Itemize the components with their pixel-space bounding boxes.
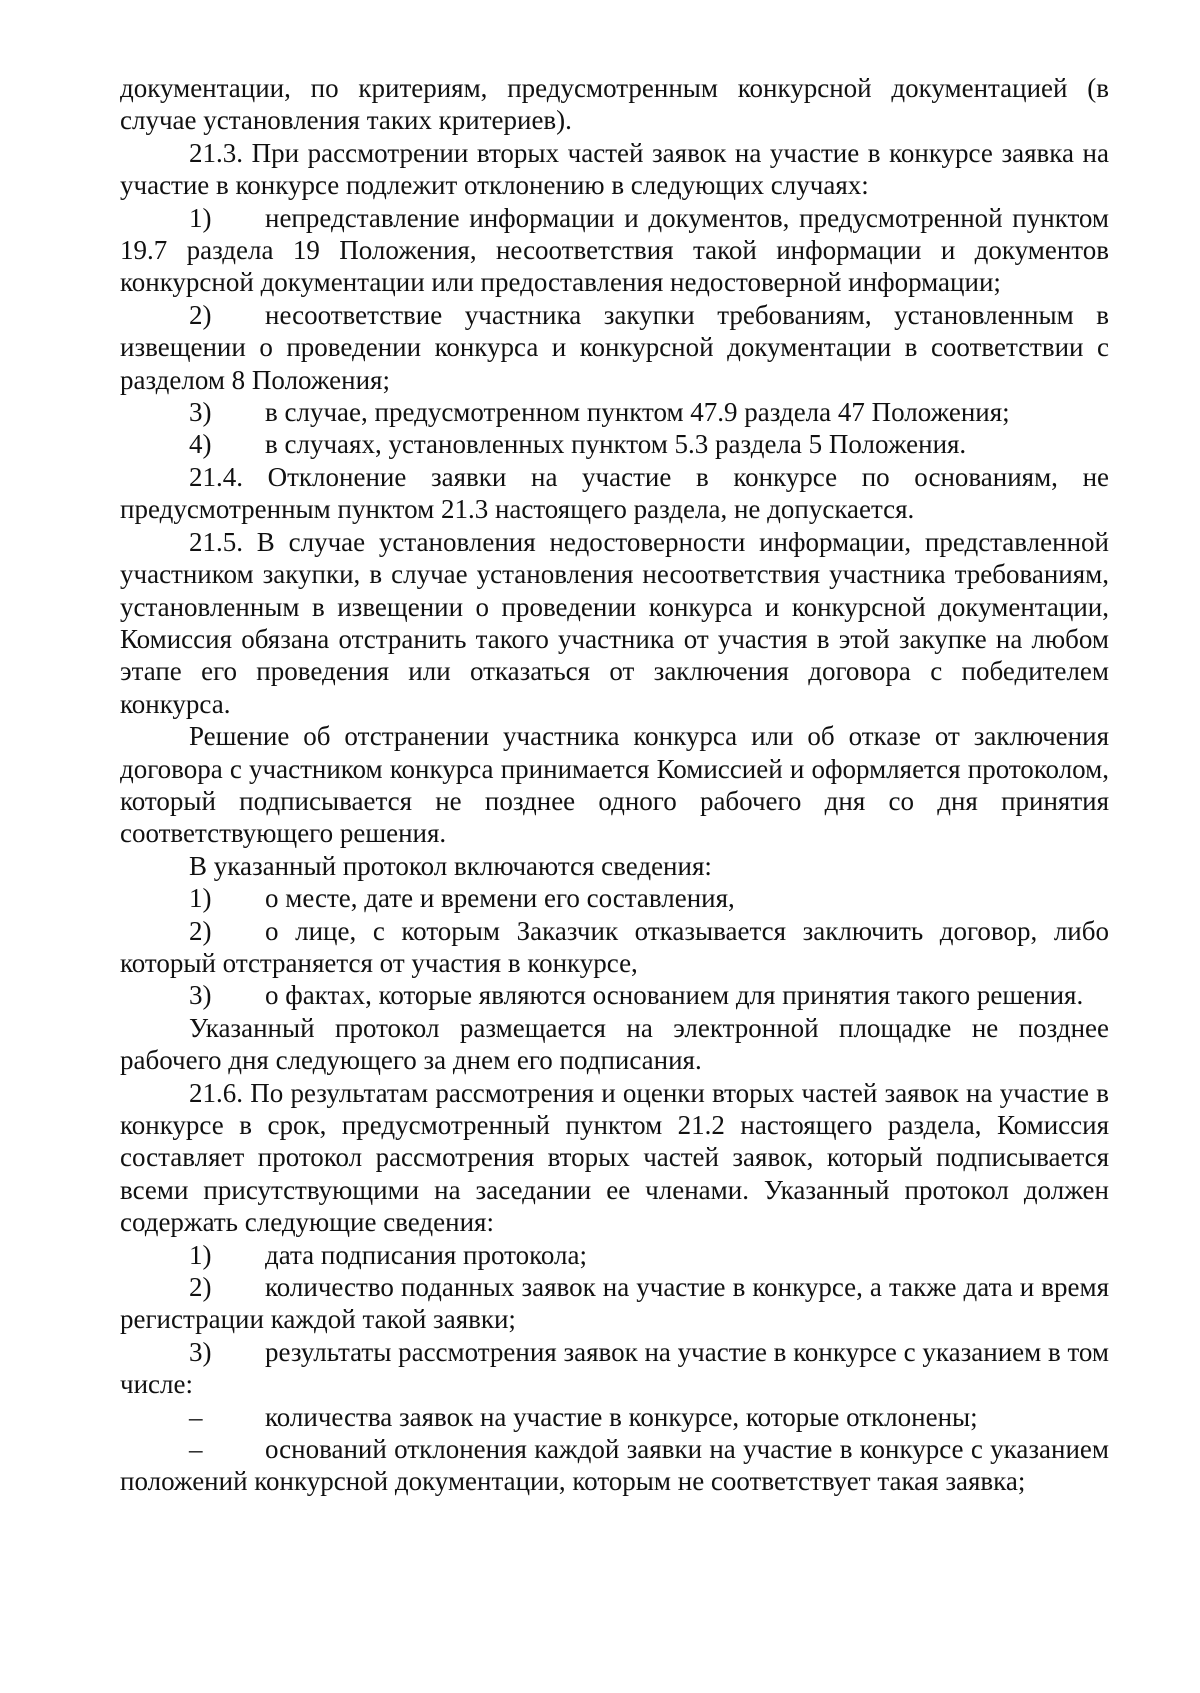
list-marker: 2) (189, 299, 212, 330)
paragraph-decision: Решение об отстранении участника конкурса или об отказе от заключения договора с участником конкурса принимается Комиссией и оформляется протоколом, который подписывается не позднее одного рабочего дня со дня принятия соответствующего решения. (120, 721, 1109, 849)
list-item (120, 299, 1109, 396)
list-marker: 2) (189, 1272, 212, 1303)
list-marker: 3) (189, 980, 212, 1011)
list-item-text: в случае, предусмотренном пунктом 47.9 раздела 47 Положения; (265, 397, 1010, 428)
list-marker: 1) (189, 202, 212, 233)
paragraph-protocol-publication: Указанный протокол размещается на электронной площадке не позднее рабочего дня следующего за днем его подписания. (120, 1012, 1109, 1076)
list-item (120, 882, 1109, 914)
list-item (120, 1239, 1109, 1271)
list-item (120, 915, 1109, 980)
list-marker: 3) (189, 397, 212, 428)
list-item-text: количество поданных заявок на участие в конкурсе, а также дата и время регистрации каждой такой заявки; (120, 1272, 1109, 1335)
paragraph-protocol-info: В указанный протокол включаются сведения: (189, 850, 712, 881)
list-marker: 1) (189, 883, 212, 914)
paragraph-continuation: документации, по критериям, предусмотренным конкурсной документацией (в случае установления таких критериев). (120, 73, 1109, 136)
list-item-text: дата подписания протокола; (265, 1239, 587, 1270)
list-item-text: в случаях, установленных пунктом 5.3 раздела 5 Положения. (265, 429, 967, 460)
list-item (120, 1271, 1109, 1336)
list-item-text: оснований отклонения каждой заявки на участие в конкурсе с указанием положений конкурсной документации, которым не соответствует такая заявка; (120, 1434, 1109, 1497)
list-item-text: о месте, дате и времени его составления, (265, 883, 735, 914)
list-marker: – (189, 1401, 203, 1432)
document-page (120, 72, 1109, 1498)
paragraph-21-3: 21.3. При рассмотрении вторых частей заявок на участие в конкурсе заявка на участие в конкурсе подлежит отклонению в следующих случаях: (120, 137, 1109, 201)
list-marker: 4) (189, 429, 212, 460)
list-item-text: непредставление информации и документов, предусмотренной пунктом 19.7 раздела 19 Положения, несоответствия такой информации и документов конкурсной документации или предоставления недостоверной информации; (120, 202, 1109, 298)
paragraph-21-4: 21.4. Отклонение заявки на участие в конкурсе по основаниям, не предусмотренным пунктом 21.3 настоящего раздела, не допускается. (120, 461, 1109, 525)
list-item (120, 202, 1109, 299)
list-item-text: результаты рассмотрения заявок на участие в конкурсе с указанием в том числе: (120, 1336, 1109, 1400)
paragraph-21-6: 21.6. По результатам рассмотрения и оценки вторых частей заявок на участие в конкурсе в срок, предусмотренный пунктом 21.2 настоящего раздела, Комиссия составляет протокол рассмотрения вторых частей заявок, который подписывается всеми присутствующими на заседании ее членами. Указанный протокол должен содержать следующие сведения: (120, 1077, 1109, 1238)
list-item (120, 1401, 1109, 1433)
list-item (120, 1336, 1109, 1401)
list-item (120, 428, 1109, 460)
list-marker: 1) (189, 1239, 212, 1270)
list-item (120, 1433, 1109, 1498)
list-item (120, 396, 1109, 428)
list-marker: – (189, 1434, 203, 1465)
list-item-text: несоответствие участника закупки требованиям, установленным в извещении о проведении конкурса и конкурсной документации в соответствии с разделом 8 Положения; (120, 299, 1109, 395)
list-item-text: количества заявок на участие в конкурсе, которые отклонены; (265, 1401, 978, 1432)
list-item-text: о лице, с которым Заказчик отказывается заключить договор, либо который отстраняется от участия в конкурсе, (120, 915, 1109, 978)
list-item-text: о фактах, которые являются основанием для принятия такого решения. (265, 980, 1084, 1011)
list-marker: 2) (189, 915, 212, 946)
list-marker: 3) (189, 1336, 212, 1367)
paragraph-21-5: 21.5. В случае установления недостоверности информации, представленной участником закупки, в случае установления несоответствия участника требованиям, установленным в извещении о проведении конкурса и конкурсной документации, Комиссия обязана отстранить такого участника от участия в этой закупке на любом этапе его проведения или отказаться от заключения договора с победителем конкурса. (120, 526, 1109, 719)
list-item (120, 979, 1109, 1011)
